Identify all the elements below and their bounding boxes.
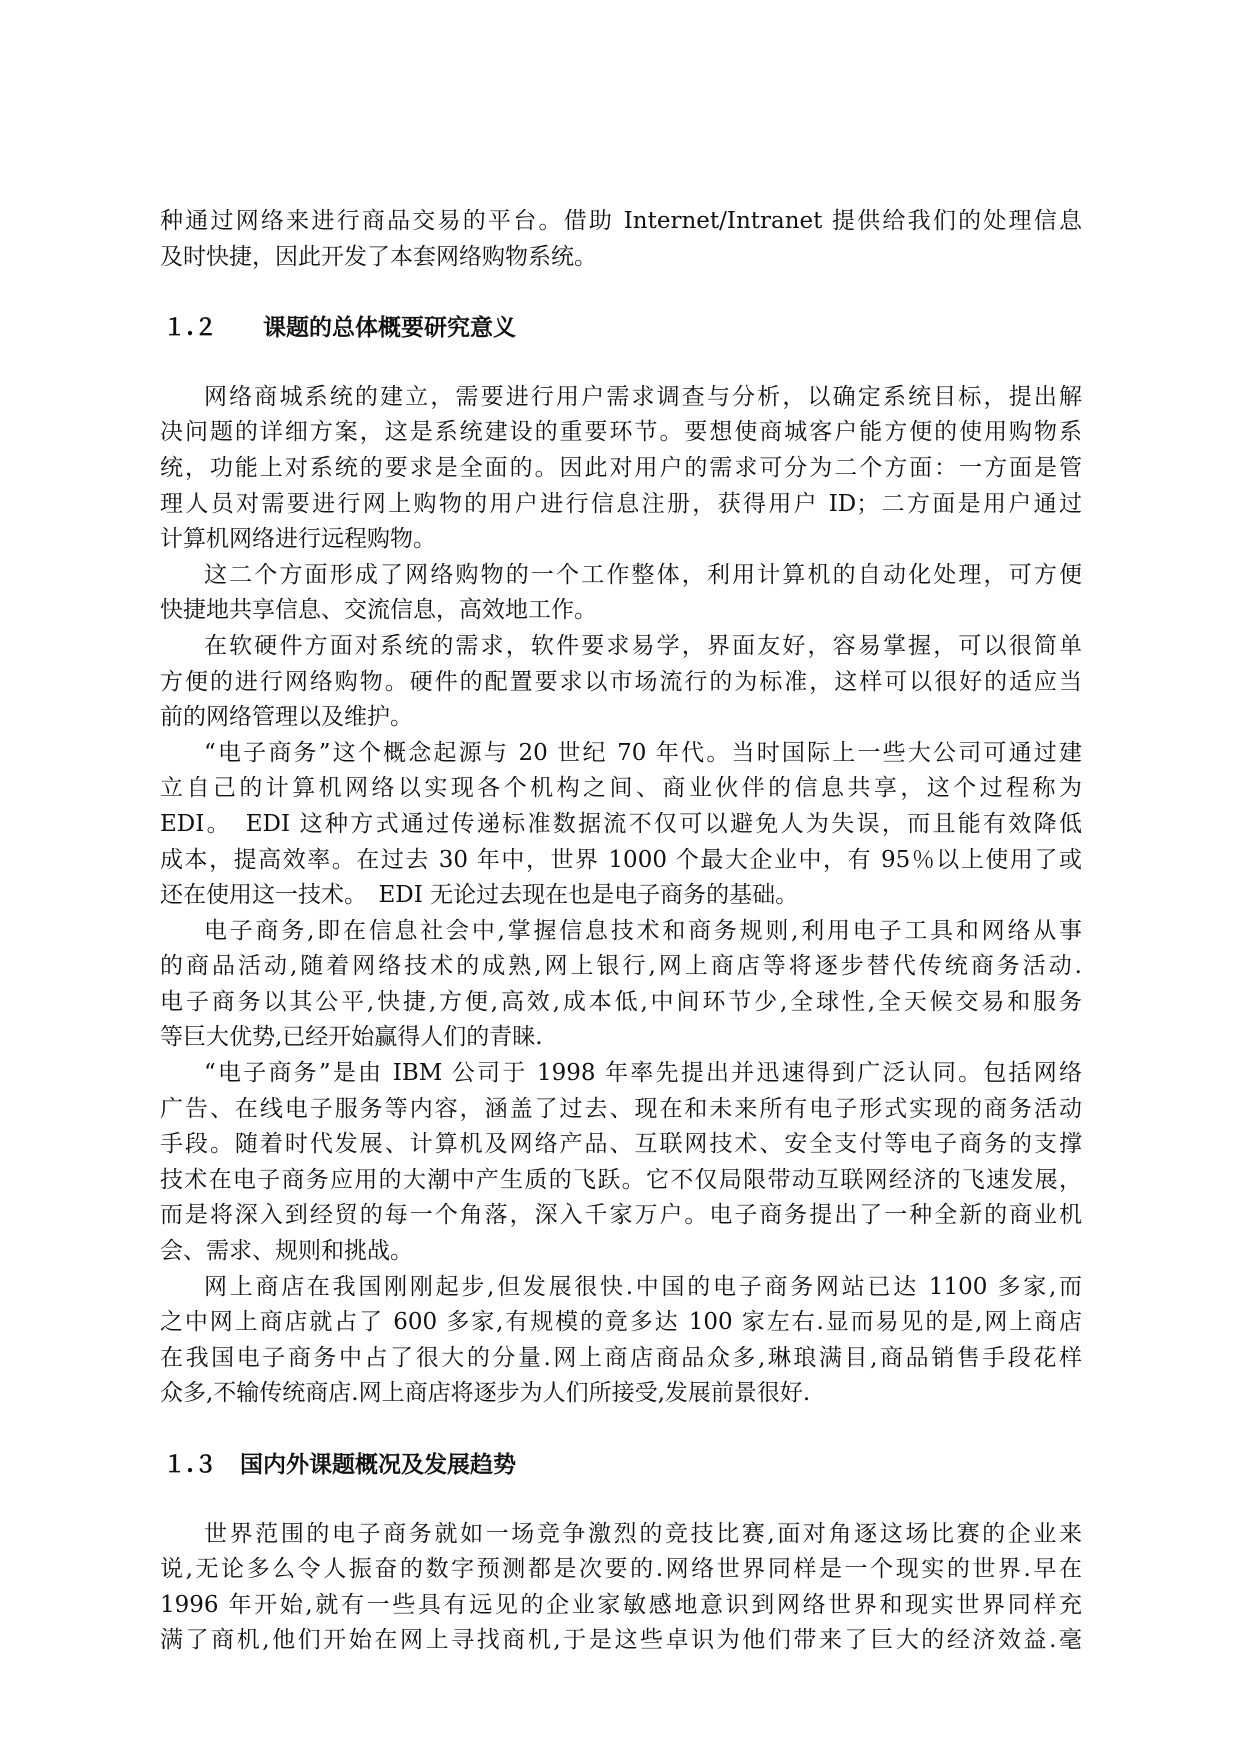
text-line: 还在使用这一技术。 EDI 无论过去现在也是电子商务的基础。 [160,882,799,909]
text-line: 电子商务以其公平,快捷,方便,高效,成本低,中间环节少,全球性,全天候交易和服务 [160,988,1082,1015]
text-line: 网上商店在我国刚刚起步,但发展很快.中国的电子商务网站已达 1100 多家,而 [204,1273,1082,1300]
text-line: 计算机网络进行远程购物。 [160,526,436,553]
paragraph [160,1517,1082,1659]
text-line: 这二个方面形成了网络购物的一个工作整体，利用计算机的自动化处理，可方便 [204,561,1082,588]
text-line: “电子商务”这个概念起源与 20 世纪 70 年代。当时国际上一些大公司可通过建 [204,739,1082,766]
text-line: 1996 年开始,就有一些具有远见的企业家敏感地意识到网络世界和现实世界同样充 [160,1591,1082,1618]
text-line: 说,无论多么令人振奋的数字预测都是次要的.网络世界同样是一个现实的世界.早在 [160,1556,1082,1583]
paragraph [160,380,1082,558]
section-heading: １.２ 课题的总体概要研究意义 [163,314,517,342]
paragraph [160,1270,1082,1412]
text-line: 电子商务,即在信息社会中,掌握信息技术和商务规则,利用电子工具和网络从事 [204,917,1082,944]
text-line: 及时快捷，因此开发了本套网络购物系统。 [160,243,597,270]
text-line: “电子商务”是由 IBM 公司于 1998 年率先提出并迅速得到广泛认同。包括网络 [204,1060,1082,1087]
text-line: 等巨大优势,已经开始赢得人们的青睐. [160,1024,543,1051]
paragraph [160,1056,1082,1270]
text-line: 立自己的计算机网络以实现各个机构之间、商业伙伴的信息共享，这个过程称为 [160,775,1082,802]
text-line: 世界范围的电子商务就如一场竞争激烈的竞技比赛,面对角逐这场比赛的企业来 [204,1520,1082,1547]
text-line: 成本，提高效率。在过去 30 年中，世界 1000 个最大企业中，有 95％以上使用了或 [160,846,1082,873]
paragraph [160,629,1082,736]
text-line: 快捷地共享信息、交流信息，高效地工作。 [160,597,597,624]
section-heading: １.３ 国内外课题概况及发展趋势 [163,1451,517,1478]
text-line: 手段。随着时代发展、计算机及网络产品、互联网技术、安全支付等电子商务的支撑 [160,1131,1082,1158]
text-line: 的商品活动,随着网络技术的成熟,网上银行,网上商店等将逐步替代传统商务活动. [160,953,1082,980]
text-line: 决问题的详细方案，这是系统建设的重要环节。要想使商城客户能方便的使用购物系 [160,419,1082,446]
text-line: 技术在电子商务应用的大潮中产生质的飞跃。它不仅局限带动互联网经济的飞速发展， [160,1166,1082,1193]
text-line: 而是将深入到经贸的每一个角落，深入千家万户。电子商务提出了一种全新的商业机 [160,1202,1082,1229]
paragraph [160,914,1082,1056]
text-line: EDI。 EDI 这种方式通过传递标准数据流不仅可以避免人为失误，而且能有效降低 [160,810,1082,837]
paragraph [160,736,1082,914]
document-page [160,204,1082,1659]
text-line: 在我国电子商务中占了很大的分量.网上商店商品众多,琳琅满目,商品销售手段花样 [160,1344,1082,1371]
text-line: 网络商城系统的建立，需要进行用户需求调查与分析，以确定系统目标，提出解 [204,383,1082,410]
text-line: 广告、在线电子服务等内容，涵盖了过去、现在和未来所有电子形式实现的商务活动 [160,1095,1082,1122]
paragraph [160,558,1082,629]
text-line: 前的网络管理以及维护。 [160,704,413,731]
text-line: 满了商机,他们开始在网上寻找商机,于是这些卓识为他们带来了巨大的经济效益.毫 [160,1627,1082,1654]
text-line: 会、需求、规则和挑战。 [160,1238,413,1265]
paragraph [160,204,1082,275]
text-line: 种通过网络来进行商品交易的平台。借助 Internet/Intranet 提供给我们的处理信息 [160,208,1082,234]
text-line: 在软硬件方面对系统的需求，软件要求易学，界面友好，容易掌握，可以很简单 [204,632,1082,659]
text-line: 众多,不输传统商店.网上商店将逐步为人们所接受,发展前景很好. [160,1380,811,1407]
text-line: 统，功能上对系统的要求是全面的。因此对用户的需求可分为二个方面：一方面是管 [160,454,1082,481]
text-line: 之中网上商店就占了 600 多家,有规模的竟多达 100 家左右.显而易见的是,网上商店 [160,1309,1082,1336]
text-line: 方便的进行网络购物。硬件的配置要求以市场流行的为标准，这样可以很好的适应当 [160,668,1082,695]
text-line: 理人员对需要进行网上购物的用户进行信息注册，获得用户 ID；二方面是用户通过 [160,490,1082,517]
